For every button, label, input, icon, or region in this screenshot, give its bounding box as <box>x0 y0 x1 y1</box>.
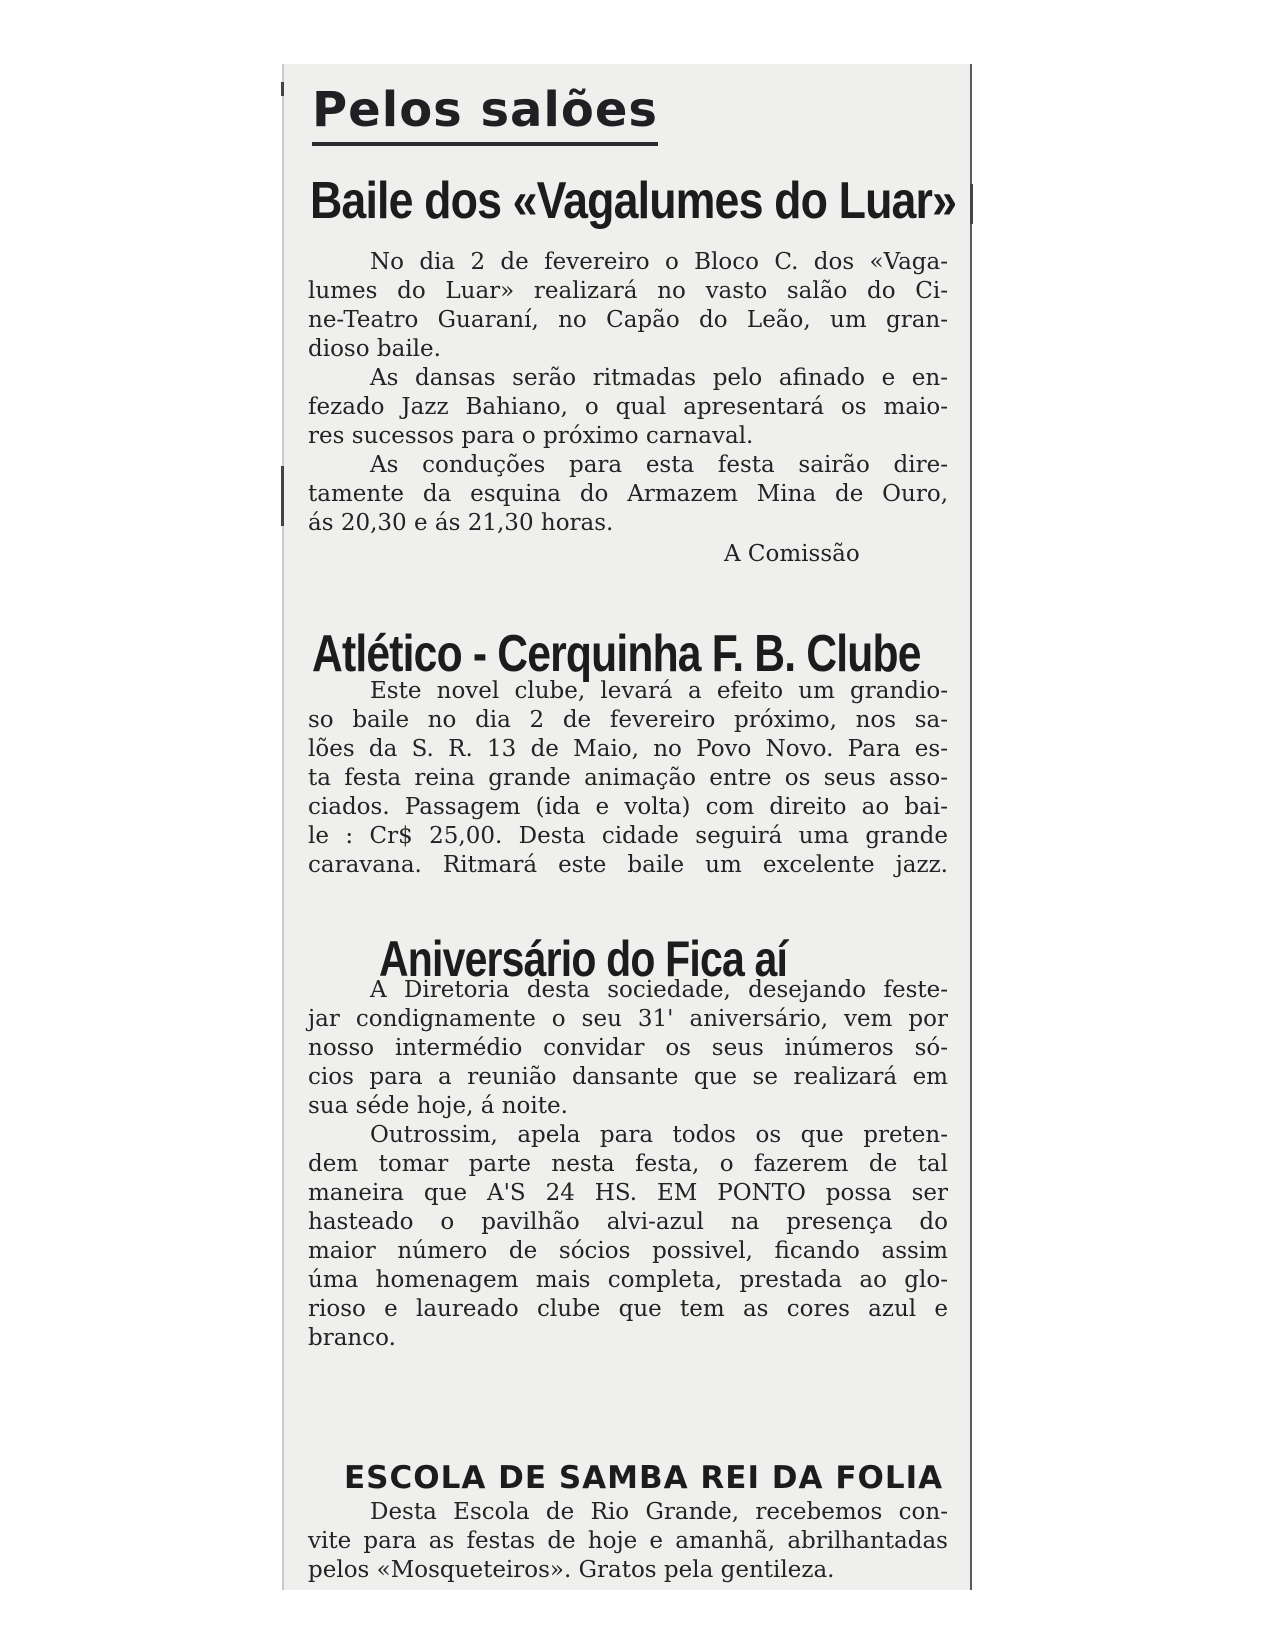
article-4-body <box>308 1498 948 1585</box>
text-line: tamente da esquina do Armazem Mina de Ouro, <box>308 481 948 507</box>
text-line: As conduções para esta festa sairão dire- <box>370 452 948 478</box>
text-line: maior número de sócios possivel, ficando assim <box>308 1238 948 1264</box>
text-line: rioso e laureado clube que tem as cores azul e <box>308 1296 948 1322</box>
edge-mark <box>970 184 973 224</box>
text-line: caravana. Ritmará este baile um excelente jazz. <box>308 852 948 878</box>
section-header: Pelos salões <box>312 80 658 146</box>
text-line: sua séde hoje, á noite. <box>308 1093 568 1119</box>
text-line: dioso baile. <box>308 336 441 362</box>
text-line: jar condignamente o seu 31' aniversário, vem por <box>308 1006 948 1032</box>
text-line: ás 20,30 e ás 21,30 horas. <box>308 510 614 536</box>
text-line: As dansas serão ritmadas pelo afinado e en- <box>370 365 948 391</box>
text-line: so baile no dia 2 de fevereiro próximo, nos sa- <box>308 707 948 733</box>
text-line: ciados. Passagem (ida e volta) com direito ao bai- <box>308 794 948 820</box>
text-line: hasteado o pavilhão alvi-azul na presença do <box>308 1209 948 1235</box>
article-4-headline: ESCOLA DE SAMBA REI DA FOLIA <box>344 1460 944 1496</box>
article-1-headline: Baile dos «Vagalumes do Luar» <box>310 172 957 230</box>
text-line: Desta Escola de Rio Grande, recebemos con- <box>370 1499 948 1525</box>
text-line: le : Cr$ 25,00. Desta cidade seguirá uma grande <box>308 823 948 849</box>
article-1-body <box>308 248 948 538</box>
text-line: ta festa reina grande animação entre os seus asso- <box>308 765 948 791</box>
text-line: lões da S. R. 13 de Maio, no Povo Novo. Para es- <box>308 736 948 762</box>
text-line: dem tomar parte nesta festa, o fazerem de tal <box>308 1151 948 1177</box>
text-line: Outrossim, apela para todos os que preten- <box>370 1122 948 1148</box>
text-line: No dia 2 de fevereiro o Bloco C. dos «Vaga- <box>370 249 948 275</box>
text-line: vite para as festas de hoje e amanhã, abrilhantadas <box>308 1528 948 1554</box>
text-line: pelos «Mosqueteiros». Gratos pela gentileza. <box>308 1557 835 1583</box>
edge-mark <box>281 82 284 96</box>
text-line: úma homenagem mais completa, prestada ao glo- <box>308 1267 948 1293</box>
text-line: fezado Jazz Bahiano, o qual apresentará os maio- <box>308 394 948 420</box>
article-3-headline: Aniversário do Fica aí <box>379 931 788 987</box>
text-line: maneira que A'S 24 HS. EM PONTO possa ser <box>308 1180 948 1206</box>
article-3-body <box>308 976 948 1353</box>
text-line: res sucessos para o próximo carnaval. <box>308 423 754 449</box>
text-line: ne-Teatro Guaraní, no Capão do Leão, um gran- <box>308 307 948 333</box>
article-2-headline: Atlético - Cerquinha F. B. Clube <box>312 625 921 683</box>
text-line: lumes do Luar» realizará no vasto salão do Ci- <box>308 278 948 304</box>
edge-mark <box>281 466 284 526</box>
text-line: A Diretoria desta sociedade, desejando feste- <box>370 977 948 1003</box>
text-line: cios para a reunião dansante que se realizará em <box>308 1064 948 1090</box>
text-line: nosso intermédio convidar os seus inúmeros só- <box>308 1035 948 1061</box>
article-1-signature: A Comissão <box>724 541 860 567</box>
article-2-body <box>308 677 948 880</box>
text-line: Este novel clube, levará a efeito um grandio- <box>370 678 948 704</box>
newspaper-clipping <box>282 64 972 1590</box>
text-line: branco. <box>308 1325 396 1351</box>
